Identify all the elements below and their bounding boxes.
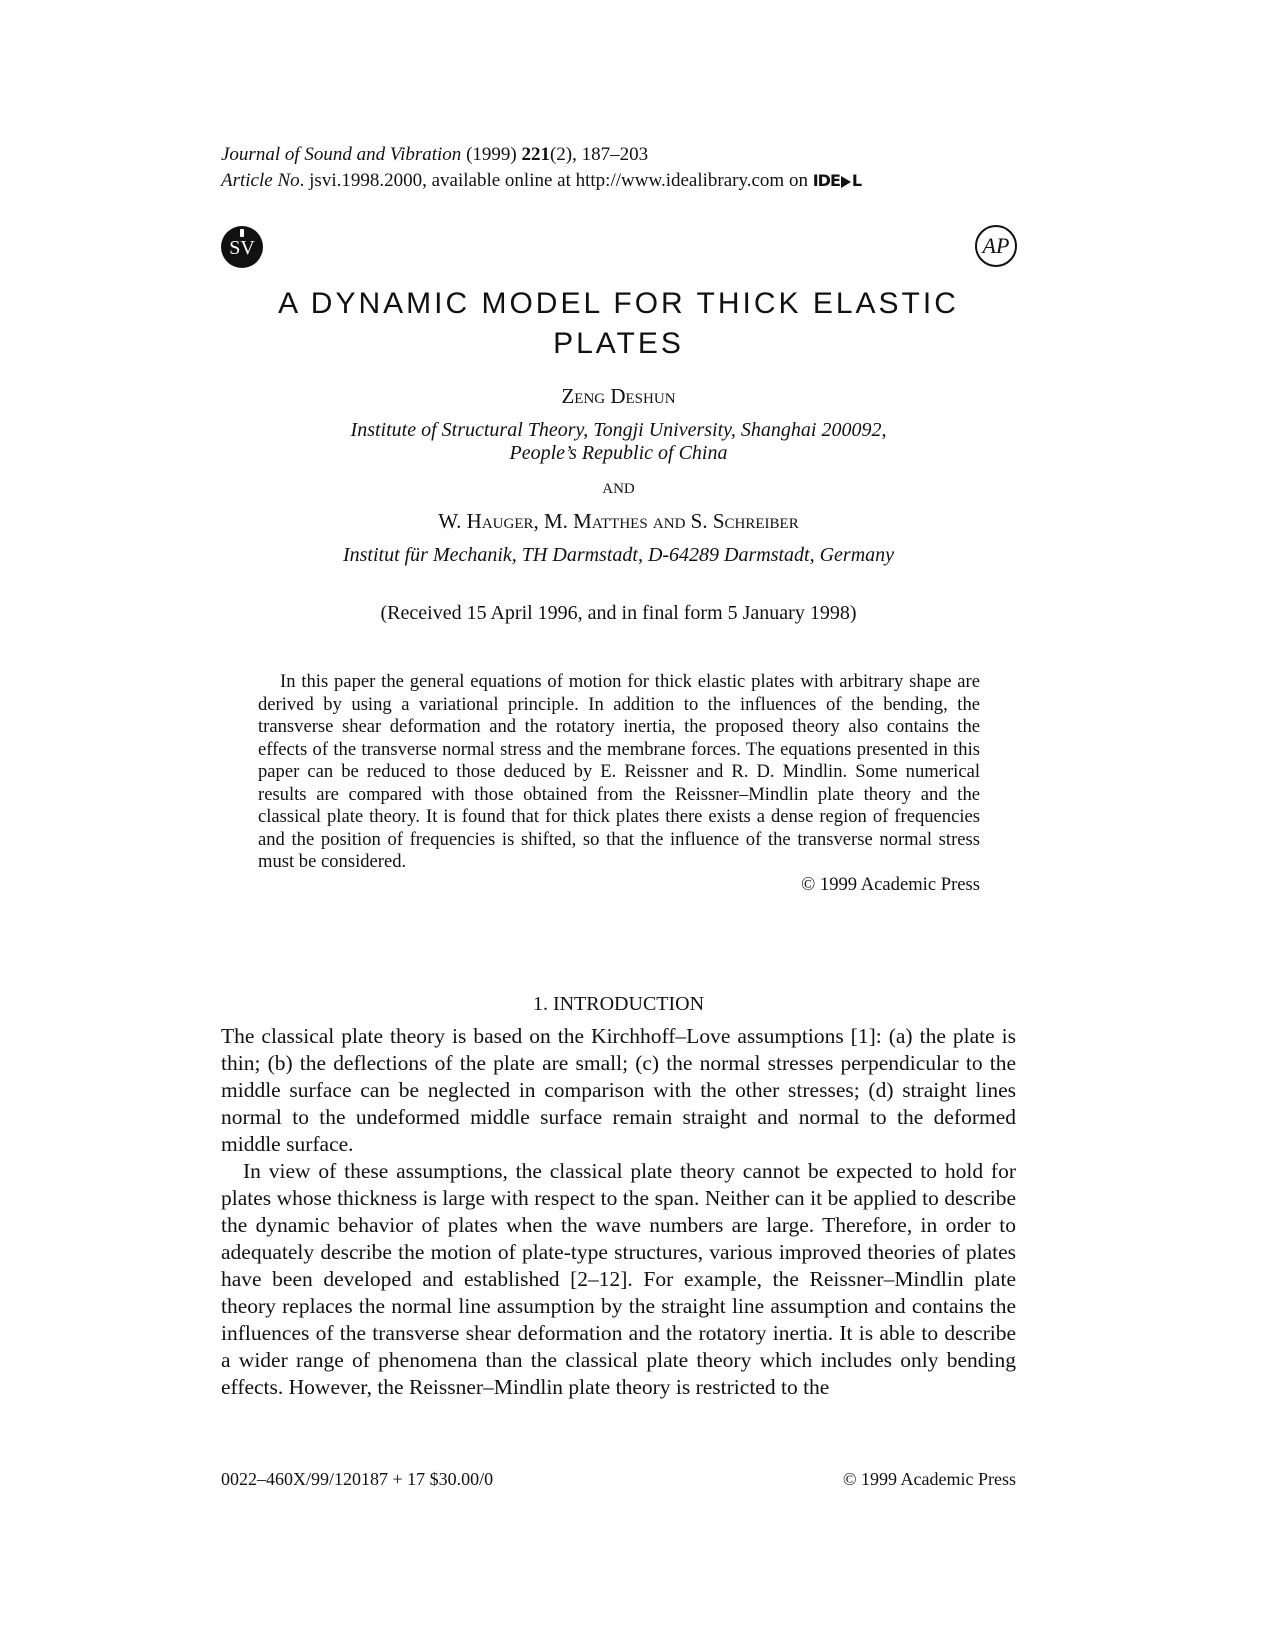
paragraph-1: The classical plate theory is based on the Kirchhoff–Love assumptions [1]: (a) the plate is thin; (b) the deflections of the plate are small; (c) the normal stresses perpendicular to the middle surface can be neglected in comparison with the other stresses; (d) straight lines normal to the undeformed middle surface remain straight and normal to the deformed middle surface.: [221, 1024, 1016, 1156]
author-1: Zeng Deshun: [561, 384, 676, 408]
section-heading: 1. INTRODUCTION: [532, 993, 705, 1015]
abstract-text: In this paper the general equations of motion for thick elastic plates with arbitrary shape are derived by using a variational principle. In addition to the influences of the bending, the transverse shear deformation and the rotatory inertia, the proposed theory also contains the effects of the transverse normal stress and the membrane forces. The equations presented in this paper can be reduced to those deduced by E. Reissner and R. D. Mindlin. Some numerical results are compared with those obtained from the Reissner–Mindlin plate theory and the classical plate theory. It is found that for thick plates there exists a dense region of frequencies and the position of frequencies is shifted, so that the influence of the transverse normal stress must be considered.: [258, 671, 980, 872]
footer-code: 0022–460X/99/120187 + 17 $30.00/0: [221, 1469, 494, 1489]
article-rest: . jsvi.1998.2000, available online at http://www.idealibrary.com on: [299, 170, 808, 191]
journal-year: (1999): [466, 144, 517, 165]
title-line-2: PLATES: [553, 327, 684, 360]
abstract: [258, 671, 980, 896]
paragraph-2: In view of these assumptions, the classical plate theory cannot be expected to hold for plates whose thickness is large with respect to the span. Neither can it be applied to describe the dynamic behavior of plates when the wave numbers are large. Therefore, in order to adequately describe the motion of plate-type structures, various improved theories of plates have been developed and established [2–12]. For example, the Reissner–Mindlin plate theory replaces the normal line assumption by the straight line assumption and contains the influences of the transverse shear deformation and the rotatory inertia. It is able to describe a wider range of phenomena than the classical plate theory which includes only bending effects. However, the Reissner–Mindlin plate theory is restricted to the: [221, 1159, 1016, 1399]
journal-name: Journal of Sound and Vibration: [221, 144, 462, 165]
abstract-copyright: © 1999 Academic Press: [801, 873, 980, 895]
article-line: [221, 168, 861, 194]
sv-logo: SV: [221, 226, 263, 268]
title-line-1: A DYNAMIC MODEL FOR THICK ELASTIC: [278, 287, 959, 320]
article-label: Article No: [221, 170, 300, 191]
journal-issue-pages: (2), 187–203: [549, 144, 649, 165]
ideal-logo-icon: IDE L: [812, 171, 862, 190]
body-text: [221, 1023, 1016, 1401]
affiliation-2: Institut für Mechanik, TH Darmstadt, D-64289 Darmstadt, Germany: [342, 544, 895, 566]
ap-logo: AP: [975, 225, 1017, 267]
received-dates: (Received 15 April 1996, and in final form 5 January 1998): [380, 602, 857, 624]
affiliation-1-line-1: Institute of Structural Theory, Tongji University, Shanghai 200092,: [350, 419, 887, 441]
author-2: W. Hauger, M. Matthes and S. Schreiber: [438, 509, 799, 533]
footer-copyright: © 1999 Academic Press: [842, 1469, 1016, 1489]
affiliation-1-line-2: People’s Republic of China: [509, 442, 728, 464]
paper-title: [221, 284, 1016, 364]
journal-volume: 221: [521, 144, 550, 165]
journal-citation: [221, 142, 648, 168]
and-separator: and: [602, 474, 635, 498]
